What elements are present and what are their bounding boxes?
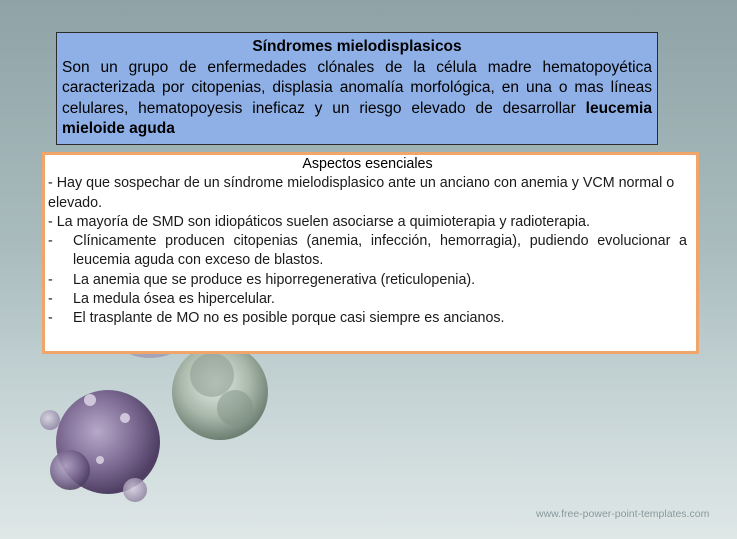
definition-body xyxy=(62,58,652,140)
aspects-line: - La mayoría de SMD son idiopáticos suelen asociarse a quimioterapia y radioterapia. xyxy=(48,213,590,230)
aspects-line: - Hay que sospechar de un síndrome mielodisplasico ante un anciano con anemia y VCM normal o elevado. xyxy=(48,175,675,211)
bullet-marker: - xyxy=(48,233,53,250)
bullet-text: La anemia que se produce es hiporregenerativa (reticulopenia). xyxy=(73,271,476,288)
bullet-marker: - xyxy=(48,310,53,327)
bullet-text: Clínicamente producen citopenias (anemia, infección, hemorragia), pudiendo evolucionar a leucemia aguda con exceso de blastos. xyxy=(73,233,687,269)
definition-box xyxy=(56,32,658,145)
blood-cells-illustration xyxy=(30,330,290,510)
definition-title: Síndromes mielodisplasicos xyxy=(252,38,462,55)
aspects-bullet xyxy=(48,290,687,309)
aspects-title: Aspectos esenciales xyxy=(302,156,433,172)
aspects-box xyxy=(42,152,699,354)
aspects-bullet xyxy=(48,271,687,290)
definition-text: Son un grupo de enfermedades clónales de la célula madre hematopoyética caracterizada por citopenias, displasia anomalía morfológica, en una o mas líneas celulares, hematopoyesis ineficaz y un riesgo elevado de desarrollar xyxy=(62,58,652,117)
bullet-text: La medula ósea es hipercelular. xyxy=(73,291,275,308)
bullet-marker: - xyxy=(48,291,53,308)
footer-url: www.free-power-point-templates.com xyxy=(536,508,710,520)
bullet-marker: - xyxy=(48,271,53,288)
aspects-bullet xyxy=(48,309,687,328)
aspects-bullet xyxy=(48,232,687,271)
bullet-text: El trasplante de MO no es posible porque casi siempre es ancianos. xyxy=(73,310,505,327)
definition-highlight: leucemia mieloide aguda xyxy=(62,99,652,137)
